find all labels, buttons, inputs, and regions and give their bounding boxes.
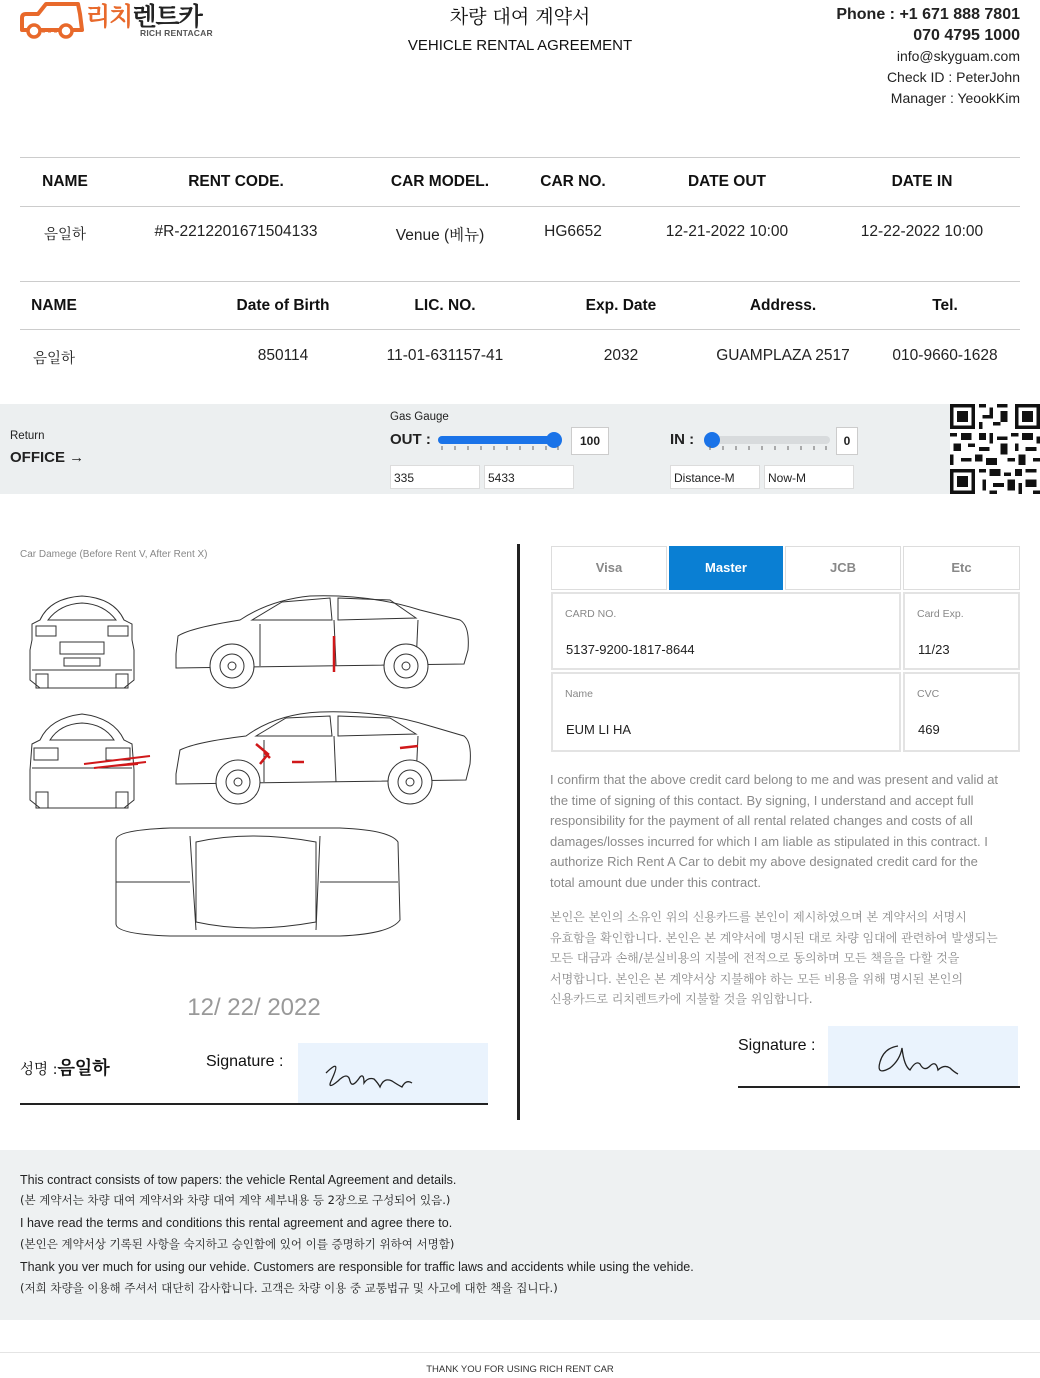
col-header-car-model: CAR MODEL. [390,173,490,190]
consent-line: the time of signing of this contact. By signing, I understand and accept full [550,792,974,808]
table-divider [20,329,1020,330]
card-cvc-label: CVC [917,688,940,700]
cell-license: 11-01-631157-41 [386,347,504,364]
signature-box-right[interactable] [828,1026,1018,1086]
section-divider [517,544,520,1120]
card-number-value: 5137-9200-1817-8644 [566,642,695,657]
email: info@skyguam.com [896,48,1020,64]
table-divider [20,206,1020,207]
cell-car-model: Venue (베뉴) [395,227,485,244]
signature-box-left[interactable] [298,1043,488,1103]
car-front-view [30,596,134,688]
consent-line: responsibility for the payment of all rental related changes and costs of all [550,813,973,829]
terms-line: This contract consists of tow papers: the vehicle Rental Agreement and details. [20,1173,457,1187]
logo-text-orange: 리치 [86,2,133,31]
consent-line: 서명합니다. 본인은 본 계약서상 지불해야 하는 모든 비용을 위해 명시된 본인의 [550,971,963,986]
signature-line-right [738,1086,1020,1088]
gas-gauge-label: Gas Gauge [390,411,449,423]
card-cvc-field[interactable] [903,672,1020,752]
damage-mark [256,744,270,764]
car-top-view [116,828,400,936]
card-exp-field[interactable] [903,592,1020,670]
cell-exp-date: 2032 [603,347,639,364]
return-location: OFFICE [10,449,65,466]
terms-line: Thank you ver much for using our vehide. Customers are responsible for traffic laws and accidents while using the vehide. [20,1260,694,1274]
terms-line: I have read the terms and conditions this rental agreement and agree there to. [20,1216,453,1230]
tab-master[interactable]: Master [669,546,783,590]
contact-block [836,4,1020,109]
phone-number-2: 070 4795 1000 [913,27,1020,44]
signature-label-right: Signature : [738,1037,816,1054]
cell-address: GUAMPLAZA 2517 [716,347,850,364]
damage-mark [400,746,418,748]
check-id: Check ID : PeterJohn [886,69,1020,85]
gas-in-slider[interactable] [704,436,830,444]
return-value [10,449,84,466]
card-number-field[interactable] [551,592,901,670]
card-name-value: EUM LI HA [566,722,632,737]
car-side-view-left [176,596,468,688]
cell-name: 음일하 [43,227,87,243]
arrow-right-icon: → [69,449,85,466]
col-header-dob: Date of Birth [236,297,330,314]
consent-line: 신용카드로 리치렌트카에 지불할 것을 위임합니다. [550,992,813,1007]
col-header-exp-date: Exp. Date [585,297,657,314]
gas-in-value: 0 [836,427,858,455]
signature-label-left: Signature : [206,1053,284,1070]
col-header-car-no: CAR NO. [540,173,606,190]
out-field-1[interactable]: 335 [390,465,480,489]
gas-out-value: 100 [571,427,609,455]
tab-etc[interactable]: Etc [903,546,1020,590]
col-header-address: Address. [749,297,817,314]
signature-scribble [828,1026,1018,1086]
terms-line: (본인은 계약서상 기록된 사항을 숙지하고 승인함에 있어 이를 증명하기 위하여 서명함) [20,1237,455,1251]
terms-line: (저희 차량을 이용해 주셔서 대단히 감사합니다. 고객은 차량 이용 중 교통법규 및 사고에 대한 책을 집니다.) [20,1281,558,1295]
renter-name [20,1054,110,1080]
gas-out-fill [438,436,554,444]
card-cvc-value: 469 [918,722,940,737]
gas-out-slider[interactable] [438,436,562,444]
renter-name-label: 성명 : [20,1062,58,1078]
gas-out-label: OUT : [390,431,431,448]
gas-in-label: IN : [670,431,695,448]
damage-date: 12/ 22/ 2022 [187,994,321,1021]
car-diagram[interactable] [20,580,500,950]
document-title-en: VEHICLE RENTAL AGREEMENT [407,37,633,54]
car-side-view-right [176,712,470,804]
col-header-date-in: DATE IN [891,173,953,190]
now-field[interactable]: Now-M [764,465,854,489]
table-divider [20,281,1020,282]
consent-line: total amount due under this contract. [550,874,762,890]
consent-line: 유효함을 확인합니다. 본인은 본 계약서에 명시된 대로 차량 임대에 관련하여 발생되는 [550,930,998,945]
distance-field[interactable]: Distance-M [670,465,760,489]
card-exp-label: Card Exp. [917,608,964,620]
logo-subtitle: RICH RENTACAR [140,28,213,38]
col-header-license: LIC. NO. [414,297,476,314]
manager: Manager : YeookKim [890,90,1020,106]
signature-scribble [298,1043,488,1103]
footer-divider [0,1352,1040,1353]
card-exp-value: 11/23 [918,642,950,657]
cell-driver-name: 음일하 [32,351,76,367]
card-number-label: CARD NO. [565,608,617,620]
tab-visa[interactable]: Visa [551,546,667,590]
qr-code-icon [950,404,1040,494]
damage-mark [84,756,150,768]
renter-name-value: 음일하 [57,1058,110,1079]
return-label: Return [10,430,45,442]
car-rear-view [30,714,134,808]
consent-line: damages/losses incurred for which I am liable as stipulated in this contract. I [550,833,988,849]
col-header-rent-code: RENT CODE. [188,173,284,190]
terms-line: (본 계약서는 차량 대여 계약서와 차량 대여 계약 세부내용 등 2장으로 구성되어 있음.) [20,1193,451,1207]
consent-line: 모든 대금과 손해/분실비용의 지불에 전적으로 동의하며 모든 책을을 다할 것을 [550,951,960,966]
col-header-driver-name: NAME [31,297,77,314]
cell-rent-code: #R-2212201671504133 [154,223,318,240]
cell-dob: 850114 [257,347,309,364]
gas-in-ticks [708,446,828,452]
cell-date-in: 12-22-2022 10:00 [860,223,984,240]
tab-jcb[interactable]: JCB [785,546,901,590]
gas-out-ticks [440,446,560,452]
consent-text-en [550,770,1030,894]
signature-line-left [20,1103,488,1105]
card-name-field[interactable] [551,672,901,752]
card-name-label: Name [565,688,594,700]
cell-car-no: HG6652 [544,223,602,240]
consent-text-kr [550,907,1035,1010]
damage-caption: Car Damege (Before Rent V, After Rent X) [20,549,208,560]
out-field-2[interactable]: 5433 [484,465,574,489]
footer-thanks: THANK YOU FOR USING RICH RENT CAR [426,1364,614,1375]
consent-line: I confirm that the above credit card belong to me and was present and valid at [550,772,999,787]
cell-date-out: 12-21-2022 10:00 [665,223,789,240]
document-title-kr: 차량 대여 계약서 [449,6,591,28]
table-divider [20,157,1020,158]
cell-tel: 010-9660-1628 [892,347,998,364]
col-header-name: NAME [42,173,88,190]
consent-line: authorize Rich Rent A Car to debit my above designated credit card for the [550,854,978,870]
col-header-date-out: DATE OUT [687,173,767,190]
consent-line: 본인은 본인의 소유인 위의 신용카드를 본인이 제시하였으며 본 계약서의 서명시 [550,910,967,924]
logo-text-dark: 렌트카 [132,2,202,31]
col-header-tel: Tel. [932,297,958,314]
phone-number: Phone : +1 671 888 7801 [836,6,1020,23]
